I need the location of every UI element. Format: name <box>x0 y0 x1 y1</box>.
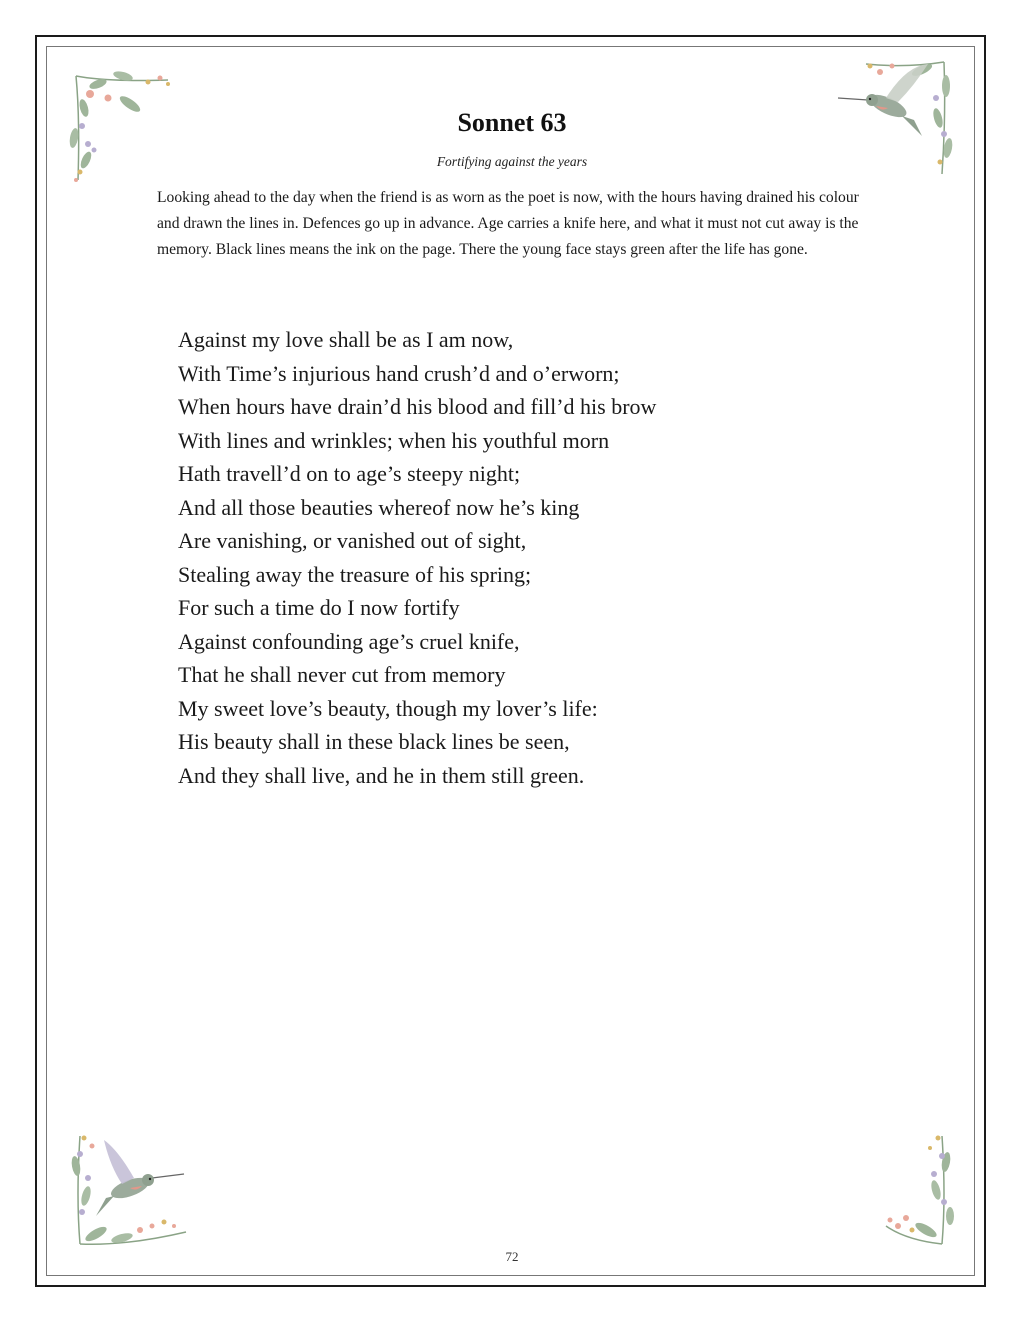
hummingbird-floral-corner-icon <box>66 1126 196 1256</box>
poem-line: For such a time do I now fortify <box>178 595 460 620</box>
page-subtitle: Fortifying against the years <box>436 154 588 169</box>
sonnet-summary: Looking ahead to the day when the friend is as worn as the poet is now, with the hours having drained his colour and drawn the lines in. Defences go up in advance. Age carries a knife here, and what it must not cut away is the memory. Black lines means the ink on the page. There the young face stays green after the life has gone. <box>157 189 859 258</box>
poem-line: And they shall live, and he in them still green. <box>178 762 585 788</box>
page-number: 72 <box>505 1249 519 1264</box>
poem-line: With lines and wrinkles; when his youthful morn <box>178 427 610 453</box>
poem-line: With Time’s injurious hand crush’d and o’erworn; <box>178 360 620 386</box>
poem-line: Against my love shall be as I am now, <box>178 327 514 352</box>
poem-line: And all those beauties whereof now he’s king <box>178 494 580 520</box>
poem-line: Stealing away the treasure of his spring; <box>178 561 532 587</box>
poem-line: Hath travell’d on to age’s steepy night; <box>178 461 521 486</box>
poem-line: When hours have drain’d his blood and fill’d his brow <box>178 394 657 419</box>
page-title: Sonnet 63 <box>457 108 567 137</box>
poem-line: That he shall never cut from memory <box>178 662 506 687</box>
floral-corner-icon <box>826 1126 956 1256</box>
poem-line: My sweet love’s beauty, though my lover’s life: <box>178 695 598 721</box>
poem-line: His beauty shall in these black lines be seen, <box>178 729 570 754</box>
poem-line: Are vanishing, or vanished out of sight, <box>178 528 527 553</box>
poem-body <box>178 323 818 792</box>
poem-line: Against confounding age’s cruel knife, <box>178 628 520 654</box>
